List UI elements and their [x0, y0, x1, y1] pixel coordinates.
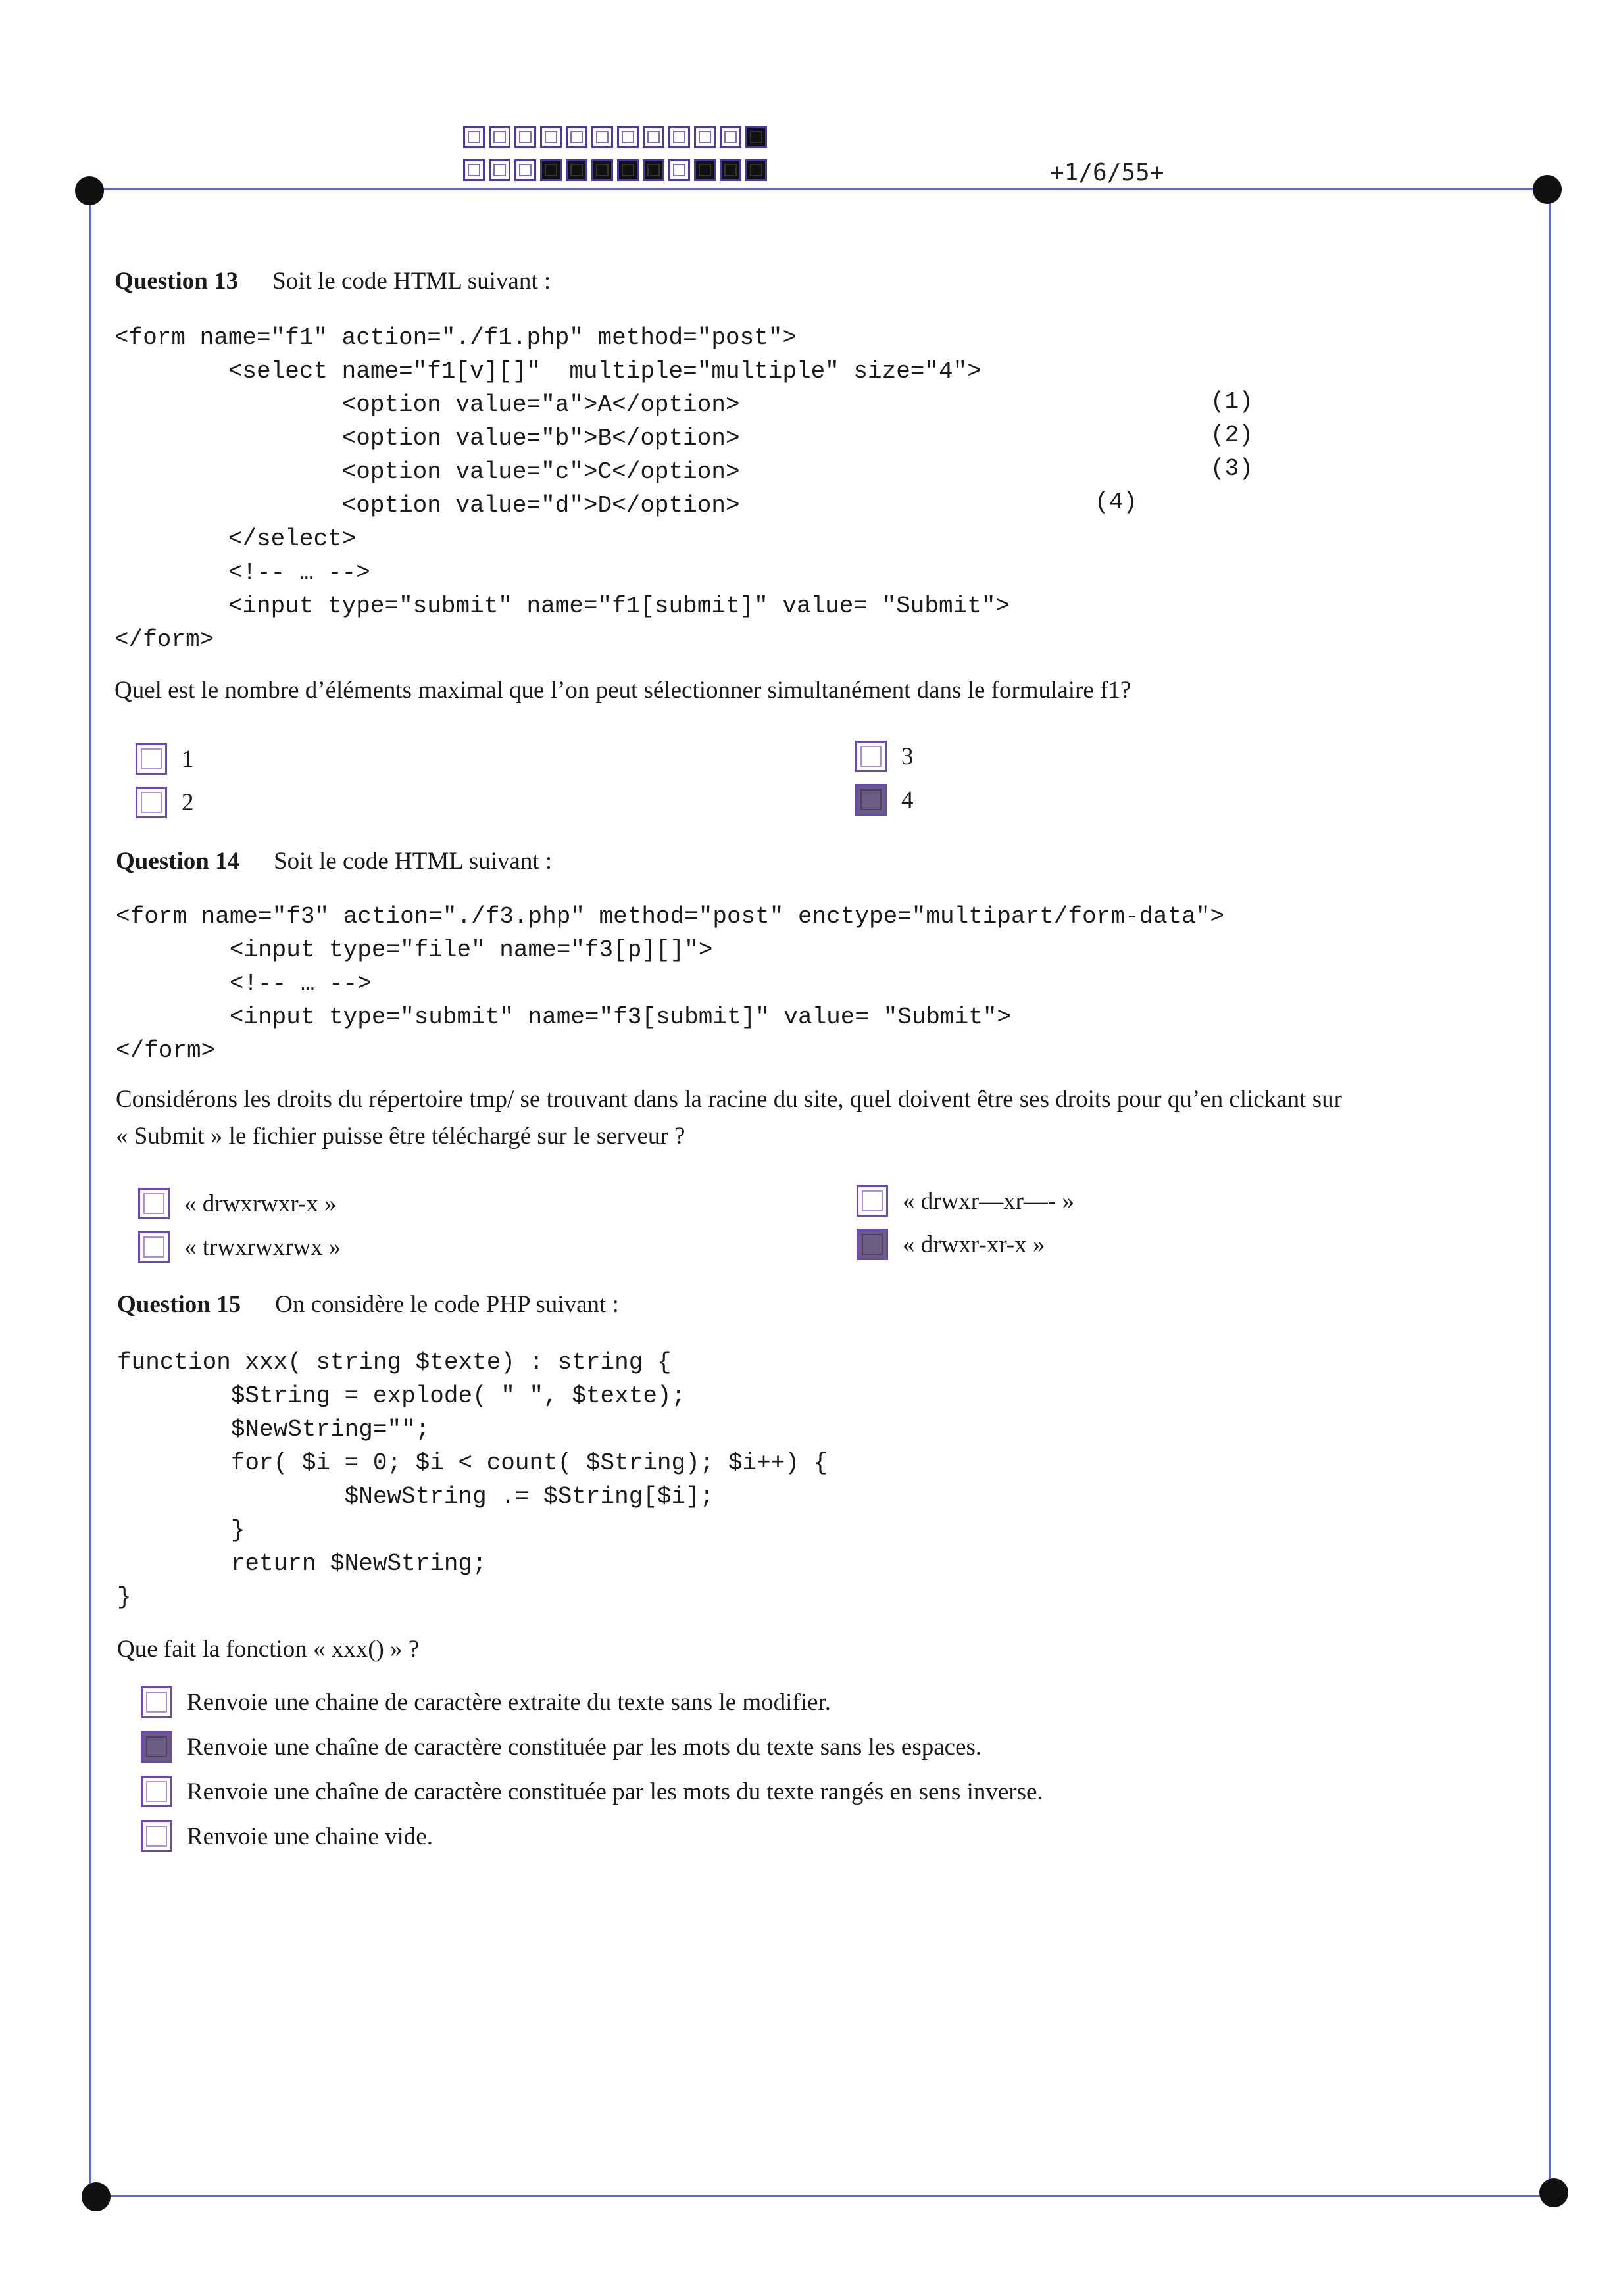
barcode-cell [489, 126, 510, 148]
q13-checkbox-2[interactable] [136, 787, 167, 818]
q13-answer-4[interactable] [855, 784, 914, 816]
q15-answer-4[interactable] [141, 1820, 433, 1852]
barcode-cell [540, 126, 562, 148]
q15-answer-2[interactable] [141, 1731, 981, 1763]
barcode-cell [720, 159, 741, 181]
q14-checkbox-3[interactable] [857, 1185, 888, 1217]
code-line: <option value="b">B</option> [114, 425, 740, 452]
q14-answer-4[interactable] [857, 1229, 1045, 1260]
code-line: </select> [114, 525, 357, 552]
answer-label: 2 [182, 789, 194, 816]
barcode-cell [591, 159, 613, 181]
barcode-cell [489, 159, 510, 181]
answer-label: « drwxrwxr-x » [184, 1190, 337, 1217]
barcode-cell [745, 159, 767, 181]
frame-left-line [89, 188, 91, 2197]
code-line: $NewString=""; [117, 1416, 430, 1443]
barcode-row-1 [463, 126, 771, 148]
q15-answer-1[interactable] [141, 1686, 831, 1718]
q14-number: Question 14 [116, 848, 240, 875]
q13-answer-1[interactable] [136, 743, 194, 775]
corner-marker-top-left [75, 176, 104, 205]
q14-title [116, 847, 552, 875]
barcode-cell [514, 159, 536, 181]
code-line: function xxx( string $texte) : string { [117, 1349, 672, 1376]
answer-label: « drwxr—xr—- » [903, 1187, 1075, 1215]
barcode-cell [591, 126, 613, 148]
q15-question: Que fait la fonction « xxx() » ? [117, 1636, 420, 1663]
q13-title [114, 267, 551, 295]
code-line: <input type="submit" name="f3[submit]" value= "Submit"> [116, 1004, 1012, 1031]
barcode-cell [540, 159, 562, 181]
q14-answer-2[interactable] [138, 1231, 341, 1263]
q13-question: Quel est le nombre d’éléments maximal que l’on peut sélectionner simultanément dans le formulaire f1? [114, 677, 1131, 704]
corner-marker-top-right [1533, 175, 1562, 204]
line-marker-2: (2) [1210, 422, 1253, 449]
q13-title-text: Soit le code HTML suivant : [272, 268, 551, 295]
code-line: <form name="f3" action="./f3.php" method="post" enctype="multipart/form-data"> [116, 903, 1225, 930]
frame-top-line [89, 188, 1547, 190]
q14-question-line-2: « Submit » le fichier puisse être téléchargé sur le serveur ? [116, 1123, 685, 1150]
barcode-cell [463, 126, 485, 148]
code-line: <input type="file" name="f3[p][]"> [116, 937, 713, 964]
answer-label: Renvoie une chaîne de caractère constituée par les mots du texte rangés en sens inverse. [187, 1778, 1043, 1805]
q15-title-text: On considère le code PHP suivant : [275, 1291, 619, 1318]
answer-label: 3 [901, 743, 914, 770]
answer-label: « drwxr-xr-x » [903, 1231, 1045, 1258]
q15-title [117, 1290, 619, 1319]
answer-label: 1 [182, 745, 194, 773]
barcode-cell [617, 126, 639, 148]
answer-label: « trwxrwxrwx » [184, 1233, 341, 1261]
code-line: for( $i = 0; $i < count( $String); $i++) { [117, 1450, 828, 1477]
answer-label: Renvoie une chaine de caractère extraite du texte sans le modifier. [187, 1688, 832, 1716]
code-line: </form> [116, 1037, 216, 1064]
frame-bottom-line [95, 2195, 1554, 2197]
q13-answer-2[interactable] [136, 787, 194, 818]
line-marker-1: (1) [1210, 388, 1253, 415]
q15-checkbox-4[interactable] [141, 1820, 172, 1852]
answer-label: Renvoie une chaine vide. [187, 1822, 433, 1850]
q14-checkbox-1[interactable] [138, 1188, 170, 1219]
code-line: <!-- … --> [114, 559, 370, 586]
code-line: <!-- … --> [116, 970, 372, 997]
q14-question [116, 1081, 1342, 1155]
q14-answer-1[interactable] [138, 1188, 337, 1219]
barcode-row-2 [463, 159, 771, 181]
q13-number: Question 13 [114, 268, 239, 295]
q13-checkbox-3[interactable] [855, 741, 887, 772]
q15-checkbox-3[interactable] [141, 1776, 172, 1807]
q15-code-block [117, 1346, 828, 1614]
frame-right-line [1549, 188, 1551, 2197]
barcode-cell [566, 159, 587, 181]
page-id: +1/6/55+ [1050, 159, 1164, 186]
corner-marker-bottom-left [82, 2182, 111, 2211]
code-line: $NewString .= $String[$i]; [117, 1483, 714, 1510]
answer-label: 4 [901, 786, 914, 814]
q15-answer-3[interactable] [141, 1776, 1043, 1807]
q14-code-block [116, 900, 1224, 1067]
barcode-cell [617, 159, 639, 181]
line-marker-3: (3) [1210, 455, 1253, 482]
line-marker-4: (4) [1095, 489, 1137, 516]
code-line: } [117, 1517, 245, 1544]
q14-question-line-1: Considérons les droits du répertoire tmp/ se trouvant dans la racine du site, quel doivent être ses droits pour qu’en clickant sur [116, 1086, 1342, 1113]
barcode-cell [643, 126, 664, 148]
code-line: <option value="a">A</option> [114, 391, 740, 418]
code-line: return $NewString; [117, 1550, 487, 1577]
q13-checkbox-4[interactable] [855, 784, 887, 816]
barcode-cell [694, 126, 716, 148]
barcode-cell [745, 126, 767, 148]
code-line: } [117, 1584, 132, 1611]
barcode-cell [643, 159, 664, 181]
q14-answer-3[interactable] [857, 1185, 1074, 1217]
code-line: <option value="c">C</option> [114, 458, 740, 485]
code-line: <input type="submit" name="f1[submit]" value= "Submit"> [114, 593, 1010, 620]
barcode-cell [720, 126, 741, 148]
barcode-cell [514, 126, 536, 148]
barcode-cell [694, 159, 716, 181]
corner-marker-bottom-right [1539, 2178, 1568, 2207]
barcode-cell [668, 126, 690, 148]
code-line: <option value="d">D</option> [114, 492, 740, 519]
q13-answer-3[interactable] [855, 741, 914, 772]
q15-number: Question 15 [117, 1291, 241, 1318]
code-line: <select name="f1[v][]" multiple="multiple" size="4"> [114, 358, 981, 385]
q14-checkbox-4[interactable] [857, 1229, 888, 1260]
q15-checkbox-2[interactable] [141, 1731, 172, 1763]
code-line: </form> [114, 626, 214, 653]
q15-checkbox-1[interactable] [141, 1686, 172, 1718]
barcode-cell [668, 159, 690, 181]
barcode-cell [463, 159, 485, 181]
barcode-cell [566, 126, 587, 148]
code-line: <form name="f1" action="./f1.php" method="post"> [114, 324, 797, 351]
answer-label: Renvoie une chaîne de caractère constituée par les mots du texte sans les espaces. [187, 1733, 982, 1761]
q13-checkbox-1[interactable] [136, 743, 167, 775]
q13-code-block [114, 321, 1010, 656]
code-line: $String = explode( " ", $texte); [117, 1382, 686, 1409]
q14-title-text: Soit le code HTML suivant : [274, 848, 553, 875]
q14-checkbox-2[interactable] [138, 1231, 170, 1263]
